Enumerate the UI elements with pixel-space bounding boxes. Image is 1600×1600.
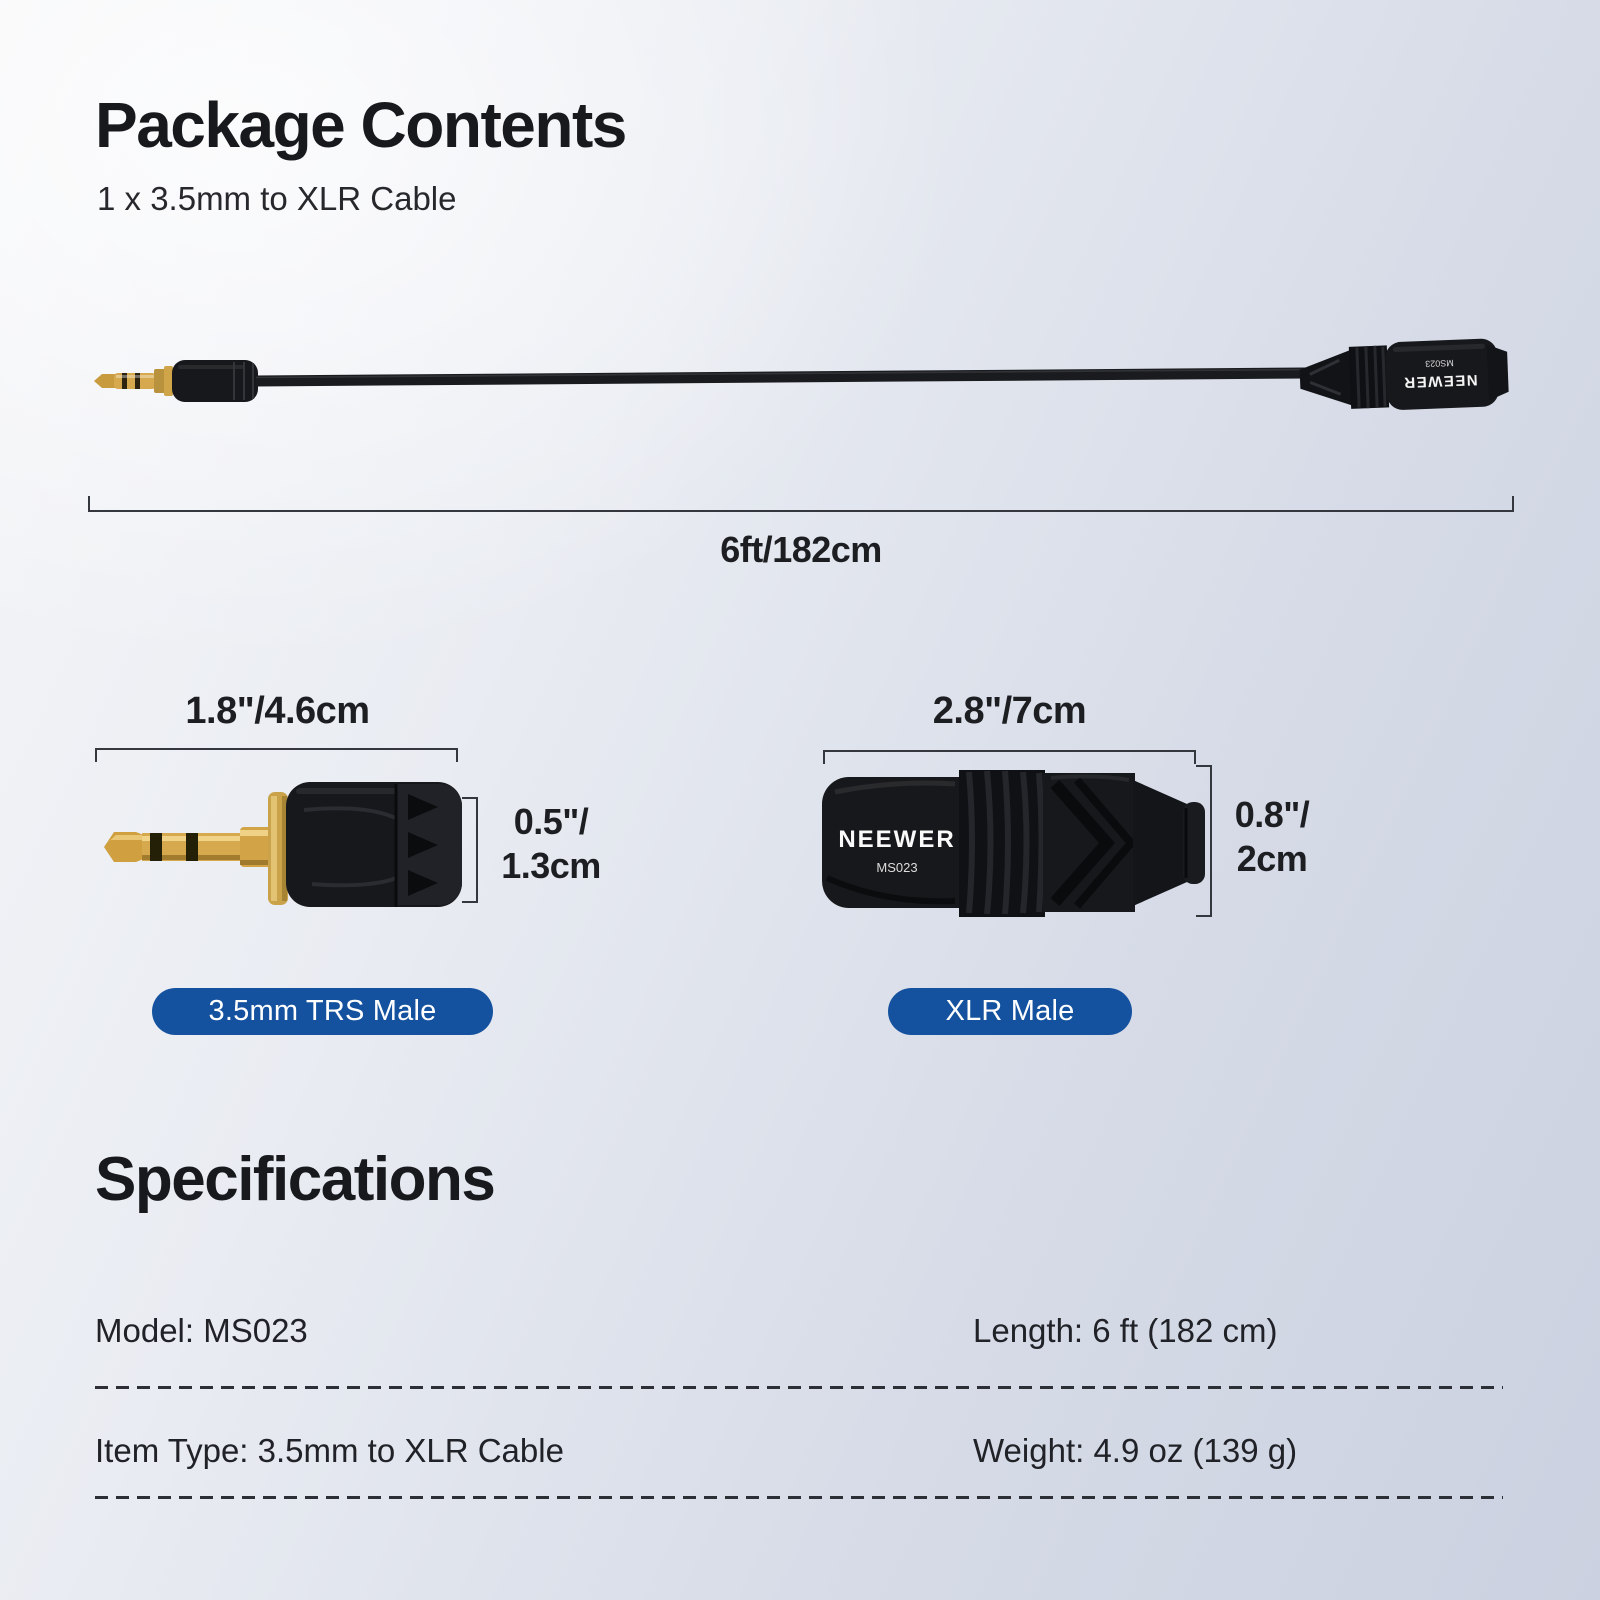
spec-divider bbox=[95, 1386, 1503, 1389]
spec-item-type: Item Type: 3.5mm to XLR Cable bbox=[95, 1432, 564, 1469]
cable-trs-plug-graphic bbox=[94, 360, 258, 402]
trs-width-label: 1.8"/4.6cm bbox=[185, 690, 370, 732]
xlr-width-label: 2.8"/7cm bbox=[932, 690, 1087, 732]
trs-height-label-line1: 0.5"/ bbox=[513, 801, 589, 842]
xlr-height-label-line2: 2cm bbox=[1236, 838, 1308, 879]
specifications-title: Specifications bbox=[95, 1145, 495, 1214]
trs-badge: 3.5mm TRS Male bbox=[152, 988, 493, 1035]
xlr-connector-illustration bbox=[815, 758, 1207, 926]
trs-connector-illustration bbox=[90, 772, 475, 917]
trs-height-label-line2: 1.3cm bbox=[501, 845, 601, 886]
cable-wire-graphic bbox=[256, 370, 1306, 382]
trs-width-bracket bbox=[95, 748, 458, 762]
xlr-badge: XLR Male bbox=[888, 988, 1132, 1035]
spec-weight: Weight: 4.9 oz (139 g) bbox=[973, 1432, 1298, 1469]
cable-xlr-brand-text: NEEWER bbox=[1402, 370, 1478, 391]
cable-length-bracket bbox=[88, 496, 1514, 512]
spec-divider bbox=[95, 1496, 1503, 1499]
cable-xlr-model-text: MS023 bbox=[1425, 357, 1454, 369]
spec-length: Length: 6 ft (182 cm) bbox=[973, 1312, 1278, 1349]
spec-model: Model: MS023 bbox=[95, 1312, 308, 1349]
trs-height-bracket bbox=[462, 797, 478, 903]
page-title: Package Contents bbox=[95, 89, 626, 161]
cable-xlr-graphic bbox=[1299, 338, 1509, 414]
xlr-height-bracket bbox=[1196, 765, 1212, 917]
xlr-height-label bbox=[1212, 793, 1332, 881]
xlr-height-label-line1: 0.8"/ bbox=[1234, 794, 1310, 835]
xlr-model-text: MS023 bbox=[876, 860, 918, 875]
page-subtitle: 1 x 3.5mm to XLR Cable bbox=[97, 180, 457, 217]
xlr-brand-text: NEEWER bbox=[838, 826, 956, 853]
trs-height-label bbox=[486, 800, 616, 888]
cable-illustration bbox=[88, 332, 1512, 427]
cable-length-label: 6ft/182cm bbox=[720, 529, 882, 570]
